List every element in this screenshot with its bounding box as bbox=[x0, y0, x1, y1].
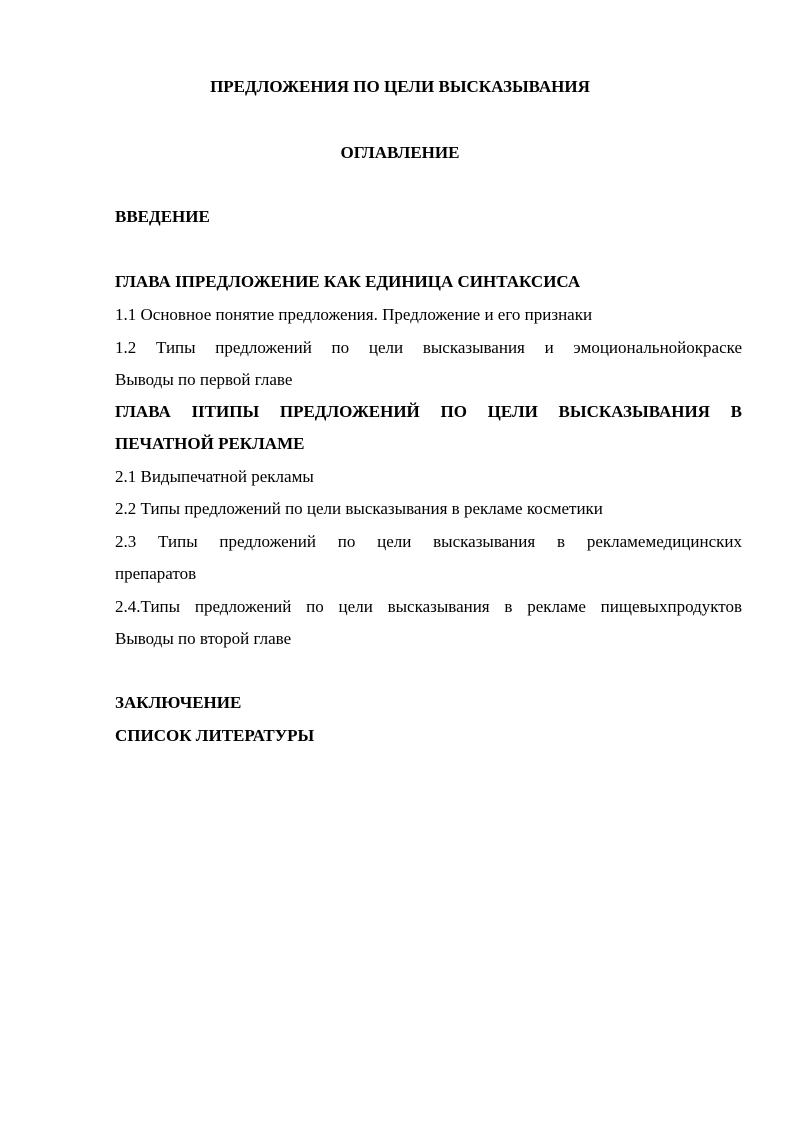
toc-chapter2-title-line1: ГЛАВА IIТИПЫ ПРЕДЛОЖЕНИЙ ПО ЦЕЛИ ВЫСКАЗЫВАНИЯ В bbox=[115, 402, 742, 421]
toc-chapter2-conclusions: Выводы по второй главе bbox=[115, 629, 292, 648]
toc-chapter1-conclusions: Выводы по первой главе bbox=[115, 370, 293, 389]
toc-intro: ВВЕДЕНИЕ bbox=[115, 207, 210, 226]
toc-item-2-3-cont: препаратов bbox=[115, 564, 197, 583]
toc-item-1-2: 1.2 Типы предложений по цели высказывания и эмоциональнойокраске bbox=[115, 338, 742, 357]
toc-chapter1-title: ГЛАВА IПРЕДЛОЖЕНИЕ КАК ЕДИНИЦА СИНТАКСИСА bbox=[115, 272, 581, 291]
toc-item-2-2: 2.2 Типы предложений по цели высказывания в рекламе косметики bbox=[115, 499, 603, 518]
toc-heading: ОГЛАВЛЕНИЕ bbox=[340, 143, 460, 162]
toc-item-2-3: 2.3 Типы предложений по цели высказывания в рекламемедицинских bbox=[115, 532, 742, 551]
toc-conclusion: ЗАКЛЮЧЕНИЕ bbox=[115, 693, 242, 712]
toc-item-1-1: 1.1 Основное понятие предложения. Предложение и его признаки bbox=[115, 305, 593, 324]
toc-item-2-4: 2.4.Типы предложений по цели высказывания в рекламе пищевыхпродуктов bbox=[115, 597, 742, 616]
toc-item-2-1: 2.1 Видыпечатной рекламы bbox=[115, 467, 314, 486]
toc-chapter2-title-line2: ПЕЧАТНОЙ РЕКЛАМЕ bbox=[115, 434, 305, 453]
document-title: ПРЕДЛОЖЕНИЯ ПО ЦЕЛИ ВЫСКАЗЫВАНИЯ bbox=[210, 77, 590, 96]
toc-bibliography: СПИСОК ЛИТЕРАТУРЫ bbox=[115, 726, 315, 745]
